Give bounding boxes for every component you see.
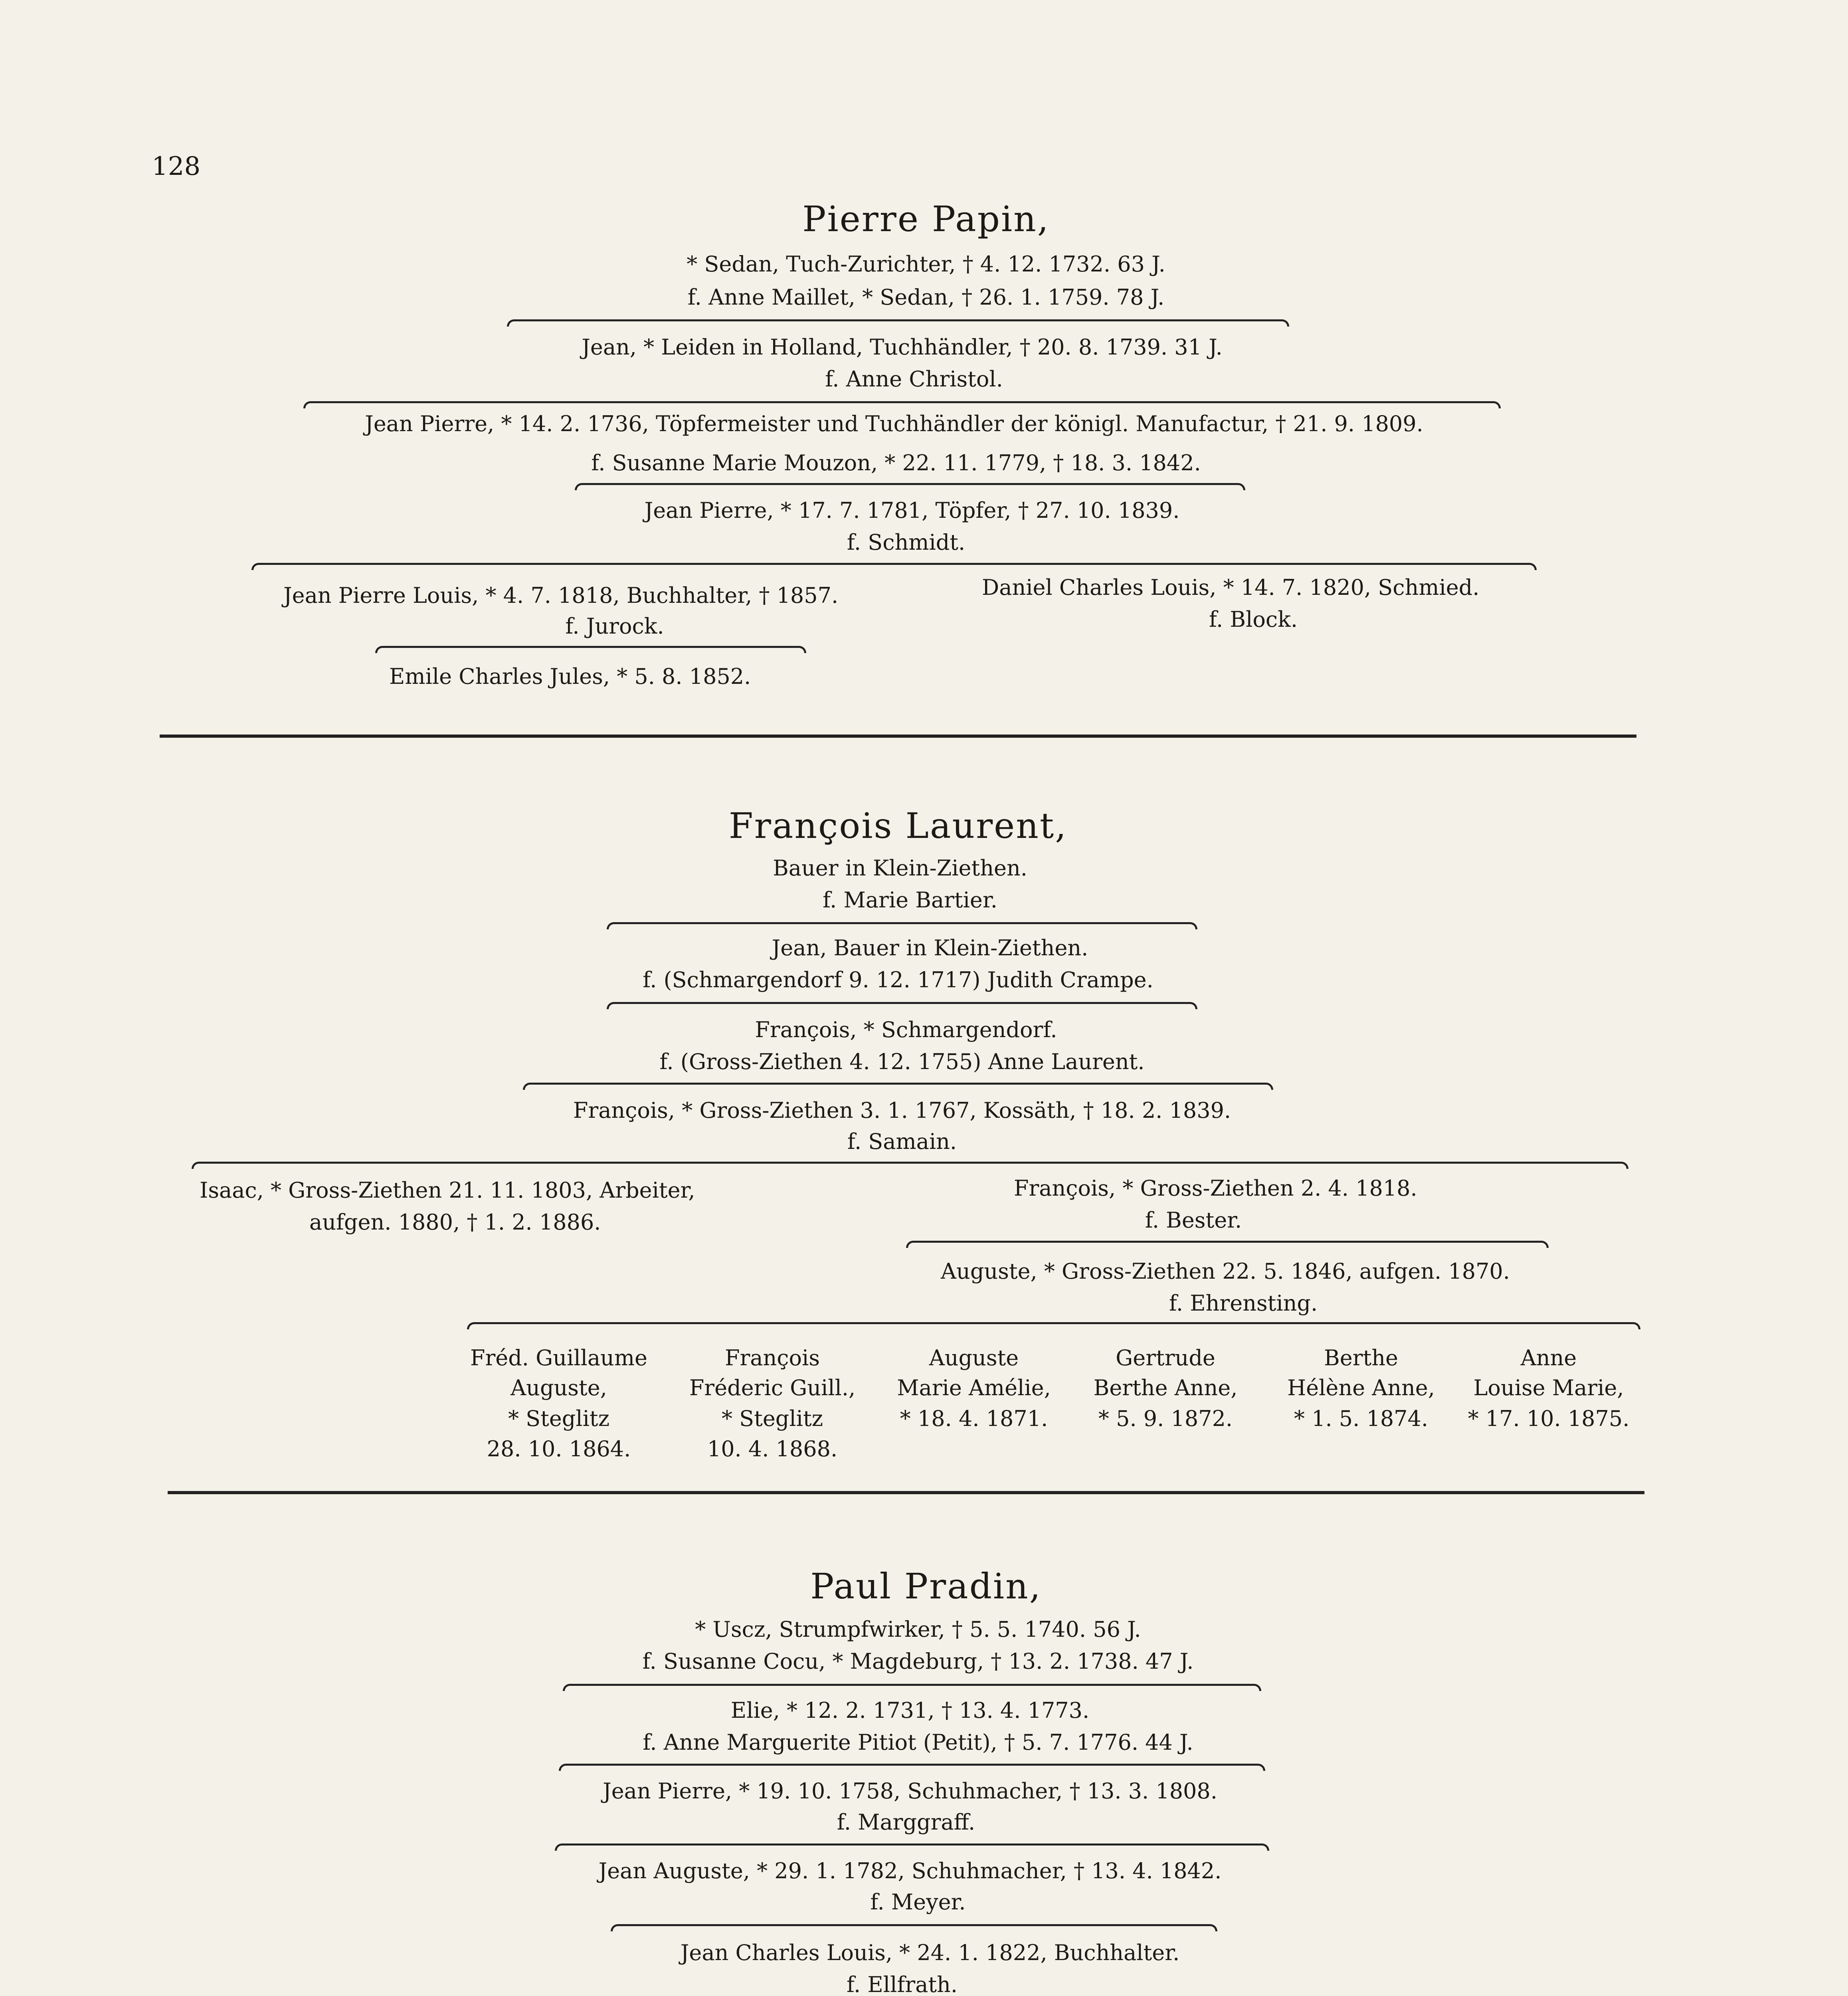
generation-entry: Elie, * 12. 2. 1731, † 13. 4. 1773. [730, 1698, 1090, 1723]
child-birth: * 1. 5. 1874. [1294, 1406, 1429, 1431]
family-head-name: Pierre Papin, [802, 198, 1050, 240]
generation-brace [523, 1083, 1273, 1090]
generation-brace [507, 319, 1289, 327]
generation-spouse: f. Marggraff. [837, 1810, 975, 1835]
child-name: Hélène Anne, [1287, 1375, 1435, 1400]
child-name: François [725, 1345, 820, 1370]
generation-spouse: f. Schmidt. [847, 530, 966, 555]
page-number: 128 [152, 152, 201, 181]
child-name: Berthe [1324, 1345, 1398, 1370]
generation-brace [251, 563, 1537, 570]
child-name: Anne [1520, 1345, 1577, 1370]
generation-entry: Jean, * Leiden in Holland, Tuchhändler, † 20. 8. 1739. 31 J. [582, 335, 1223, 360]
child-name: Berthe Anne, [1093, 1375, 1238, 1400]
generation-entry: aufgen. 1880, † 1. 2. 1886. [309, 1210, 601, 1235]
child-name: Auguste [929, 1345, 1019, 1370]
child-birth: * 5. 9. 1872. [1098, 1406, 1233, 1431]
generation-brace [607, 922, 1197, 929]
generation-spouse: f. Anne Christol. [825, 366, 1003, 392]
child-name: Auguste, [510, 1375, 607, 1400]
generation-brace [467, 1322, 1640, 1329]
child-name: Louise Marie, [1473, 1375, 1624, 1400]
generation-brace [607, 1002, 1197, 1009]
generation-entry: Jean Charles Louis, * 24. 1. 1822, Buchhalter. [680, 1940, 1180, 1965]
child-date: 28. 10. 1864. [487, 1436, 631, 1461]
child-name: Fréderic Guill., [689, 1375, 856, 1400]
family-head-name: François Laurent, [728, 805, 1068, 846]
generation-entry: François, * Gross-Ziethen 2. 4. 1818. [1014, 1176, 1417, 1201]
generation-spouse: f. Bester. [1145, 1208, 1242, 1233]
generation-brace [611, 1924, 1217, 1931]
generation-brace [559, 1764, 1265, 1771]
family-head-line: * Sedan, Tuch-Zurichter, † 4. 12. 1732. 63 J. [687, 251, 1165, 277]
generation-entry: Jean Pierre, * 17. 7. 1781, Töpfer, † 27. 10. 1839. [644, 498, 1180, 523]
child-birth: * Steglitz [721, 1406, 823, 1431]
generation-entry: Daniel Charles Louis, * 14. 7. 1820, Schmied. [982, 575, 1480, 600]
generation-brace [555, 1844, 1269, 1851]
generation-entry: Jean Pierre, * 14. 2. 1736, Töpfermeister und Tuchhändler der königl. Manufactur, † 21. 9. 1809. [365, 411, 1423, 436]
generation-entry: Emile Charles Jules, * 5. 8. 1852. [389, 664, 751, 689]
generation-spouse: f. (Schmargendorf 9. 12. 1717) Judith Crampe. [643, 967, 1154, 992]
child-name: Fréd. Guillaume [470, 1345, 647, 1370]
generation-entry: Jean, Bauer in Klein-Ziethen. [772, 935, 1088, 960]
child-birth: * Steglitz [508, 1406, 610, 1431]
generation-brace [575, 483, 1245, 490]
generation-entry: Jean Auguste, * 29. 1. 1782, Schuhmacher, † 13. 4. 1842. [598, 1858, 1222, 1883]
generation-spouse: f. (Gross-Ziethen 4. 12. 1755) Anne Laurent. [659, 1049, 1145, 1074]
generation-entry: Isaac, * Gross-Ziethen 21. 11. 1803, Arbeiter, [200, 1178, 695, 1203]
generation-spouse: f. Ellfrath. [847, 1972, 958, 1996]
generation-entry: François, * Gross-Ziethen 3. 1. 1767, Kossäth, † 18. 2. 1839. [573, 1098, 1231, 1123]
family-head-name: Paul Pradin, [810, 1566, 1042, 1607]
generation-entry: Jean Pierre Louis, * 4. 7. 1818, Buchhalter, † 1857. [283, 583, 839, 608]
child-birth: * 17. 10. 1875. [1468, 1406, 1630, 1431]
child-name: Gertrude [1116, 1345, 1215, 1370]
family-head-spouse: f. Anne Maillet, * Sedan, † 26. 1. 1759. 78 J. [687, 285, 1165, 310]
child-name: Marie Amélie, [897, 1375, 1051, 1400]
family-head-line: * Uscz, Strumpfwirker, † 5. 5. 1740. 56 J. [695, 1617, 1141, 1642]
child-date: 10. 4. 1868. [707, 1436, 838, 1461]
generation-entry: François, * Schmargendorf. [755, 1017, 1057, 1042]
generation-entry: Auguste, * Gross-Ziethen 22. 5. 1846, aufgen. 1870. [941, 1259, 1510, 1284]
generation-spouse: f. Anne Marguerite Pitiot (Petit), † 5. 7. 1776. 44 J. [643, 1730, 1193, 1755]
generation-brace [303, 401, 1501, 408]
generation-brace [906, 1241, 1549, 1248]
generation-spouse: f. Ehrensting. [1169, 1291, 1318, 1316]
generation-brace [563, 1684, 1261, 1691]
generation-spouse: f. Susanne Marie Mouzon, * 22. 11. 1779, † 18. 3. 1842. [591, 450, 1201, 475]
child-birth: * 18. 4. 1871. [900, 1406, 1048, 1431]
generation-spouse: f. Jurock. [565, 614, 664, 639]
family-head-spouse: f. Marie Bartier. [823, 887, 997, 913]
generation-brace [192, 1162, 1628, 1169]
generation-spouse: f. Block. [1209, 607, 1298, 632]
generation-entry: Jean Pierre, * 19. 10. 1758, Schuhmacher, † 13. 3. 1808. [603, 1778, 1217, 1804]
generation-spouse: f. Samain. [847, 1129, 957, 1154]
section-divider [160, 735, 1636, 738]
generation-brace [375, 646, 806, 653]
family-head-line: Bauer in Klein-Ziethen. [773, 855, 1027, 881]
family-head-spouse: f. Susanne Cocu, * Magdeburg, † 13. 2. 1738. 47 J. [642, 1649, 1194, 1674]
section-divider [168, 1491, 1644, 1494]
generation-spouse: f. Meyer. [870, 1889, 966, 1915]
